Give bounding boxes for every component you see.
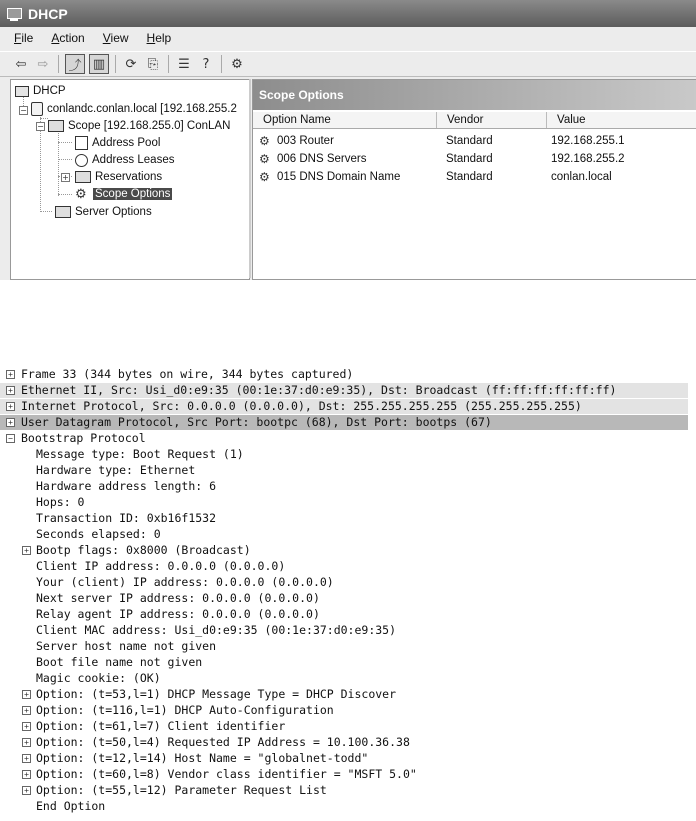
tree-node-reservations[interactable]: Reservations — [75, 169, 162, 185]
expand-icon[interactable]: + — [6, 370, 15, 379]
expand-icon[interactable]: + — [22, 770, 31, 779]
packet-tree-line[interactable] — [0, 415, 688, 430]
packet-line-text: Option: (t=60,l=8) Vendor class identifier = "MSFT 5.0" — [36, 767, 417, 781]
properties-icon[interactable]: ☰ — [178, 56, 190, 72]
up-folder-icon[interactable]: ⤴ — [65, 54, 85, 74]
option-gear-icon: ⚙ — [259, 170, 270, 184]
packet-line-text: End Option — [36, 799, 106, 813]
packet-line-text: Client MAC address: Usi_d0:e9:35 (00:1e:37:d0:e9:35) — [36, 623, 397, 637]
packet-tree-line[interactable] — [0, 559, 688, 574]
packet-tree-line[interactable] — [0, 463, 688, 478]
dhcp-window — [0, 0, 696, 280]
packet-tree-line[interactable] — [0, 719, 688, 734]
column-vendor[interactable]: Vendor — [437, 112, 547, 128]
packet-line-text: Hardware address length: 6 — [36, 479, 217, 493]
packet-tree-line[interactable] — [0, 607, 688, 622]
packet-tree-line[interactable] — [0, 687, 688, 702]
packet-line-text: Option: (t=50,l=4) Requested IP Address = 10.100.36.38 — [36, 735, 410, 749]
packet-tree-line[interactable] — [0, 655, 688, 670]
packet-tree-line[interactable] — [0, 639, 688, 654]
packet-tree-line[interactable] — [0, 431, 688, 446]
packet-tree-line[interactable] — [0, 543, 688, 558]
expand-icon[interactable]: + — [22, 722, 31, 731]
packet-line-text: Option: (t=61,l=7) Client identifier — [36, 719, 286, 733]
packet-line-text: User Datagram Protocol, Src Port: bootpc (68), Dst Port: bootps (67) — [21, 415, 492, 429]
expand-icon[interactable]: + — [22, 690, 31, 699]
column-option-name[interactable]: Option Name — [253, 112, 437, 128]
packet-line-text: Frame 33 (344 bytes on wire, 344 bytes captured) — [21, 367, 354, 381]
packet-line-text: Option: (t=116,l=1) DHCP Auto-Configuration — [36, 703, 334, 717]
folder-icon — [48, 120, 64, 132]
packet-line-text: Transaction ID: 0xb16f1532 — [36, 511, 217, 525]
expand-icon[interactable]: + — [22, 738, 31, 747]
packet-tree-line[interactable] — [0, 495, 688, 510]
packet-line-text: Relay agent IP address: 0.0.0.0 (0.0.0.0) — [36, 607, 320, 621]
collapse-icon[interactable]: − — [20, 106, 27, 115]
packet-tree-line[interactable] — [0, 511, 688, 526]
packet-tree-line[interactable] — [0, 623, 688, 638]
help-icon[interactable]: ? — [202, 56, 210, 72]
packet-line-text: Ethernet II, Src: Usi_d0:e9:35 (00:1e:37:d0:e9:35), Dst: Broadcast (ff:ff:ff:ff:ff:ff) — [21, 383, 617, 397]
packet-line-text: Boot file name not given — [36, 655, 203, 669]
details-pane — [252, 79, 696, 280]
title-bar — [0, 0, 696, 27]
packet-line-text: Seconds elapsed: 0 — [36, 527, 161, 541]
expand-icon[interactable]: + — [6, 386, 15, 395]
export-list-icon[interactable]: ⎘ — [147, 56, 159, 72]
packet-line-text: Your (client) IP address: 0.0.0.0 (0.0.0.0) — [36, 575, 334, 589]
packet-line-text: Hardware type: Ethernet — [36, 463, 196, 477]
folder-icon — [55, 206, 71, 218]
packet-tree-line[interactable] — [0, 527, 688, 542]
column-headers — [253, 112, 696, 129]
tree-node-scope-options[interactable]: ⚙ Scope Options — [75, 186, 171, 201]
tree-node-scope[interactable]: Scope [192.168.255.0] ConLAN — [48, 118, 230, 134]
expand-icon[interactable]: + — [62, 173, 69, 182]
expand-icon[interactable]: + — [22, 546, 31, 555]
console-tree — [10, 79, 250, 280]
gear-options-icon[interactable]: ⚙ — [231, 56, 243, 72]
pane-splitter[interactable] — [249, 79, 251, 278]
expand-icon[interactable]: + — [22, 754, 31, 763]
packet-tree-line[interactable] — [0, 767, 688, 782]
packet-tree-line[interactable] — [0, 575, 688, 590]
option-row[interactable]: ⚙ 003 Router Standard 192.168.255.1 — [259, 134, 625, 148]
column-value[interactable]: Value — [557, 114, 586, 126]
expand-icon[interactable]: + — [6, 402, 15, 411]
packet-tree-line[interactable] — [0, 783, 688, 798]
packet-line-text: Server host name not given — [36, 639, 217, 653]
packet-line-text: Bootstrap Protocol — [21, 431, 146, 445]
tree-node-dhcp[interactable]: DHCP — [15, 83, 66, 99]
packet-line-text: Message type: Boot Request (1) — [36, 447, 244, 461]
expand-icon[interactable]: + — [22, 786, 31, 795]
dhcp-app-icon — [6, 6, 24, 22]
packet-line-text: Option: (t=55,l=12) Parameter Request List — [36, 783, 327, 797]
toolbar — [0, 51, 696, 77]
collapse-icon[interactable]: − — [37, 122, 44, 131]
packet-line-text: Client IP address: 0.0.0.0 (0.0.0.0) — [36, 559, 286, 573]
packet-tree-line[interactable] — [0, 367, 688, 382]
option-gear-icon: ⚙ — [259, 134, 270, 148]
packet-tree-line[interactable] — [0, 447, 688, 462]
tree-node-address-pool[interactable]: Address Pool — [75, 135, 160, 151]
packet-line-text: Next server IP address: 0.0.0.0 (0.0.0.0) — [36, 591, 320, 605]
packet-line-text: Bootp flags: 0x8000 (Broadcast) — [36, 543, 251, 557]
pane-header: Scope Options — [253, 80, 696, 110]
address-leases-icon — [75, 154, 88, 167]
menu-view[interactable]: View — [102, 31, 129, 45]
folder-icon — [75, 171, 91, 183]
menu-bar — [0, 29, 175, 47]
packet-details-pane — [0, 366, 696, 821]
window-title: DHCP — [28, 5, 68, 22]
tree-node-server[interactable]: conlandc.conlan.local [192.168.255.2 — [31, 101, 237, 117]
show-hide-tree-icon[interactable]: ▥ — [89, 54, 109, 74]
collapse-icon[interactable]: − — [6, 434, 15, 443]
packet-line-text: Internet Protocol, Src: 0.0.0.0 (0.0.0.0), Dst: 255.255.255.255 (255.255.255.255) — [21, 399, 582, 413]
packet-line-text: Hops: 0 — [36, 495, 85, 509]
refresh-icon[interactable]: ⟳ — [125, 56, 137, 72]
packet-tree-line[interactable] — [0, 735, 688, 750]
menu-help[interactable]: Help — [146, 31, 172, 45]
tree-node-server-options[interactable]: Server Options — [55, 204, 152, 220]
menu-file[interactable]: File — [14, 31, 34, 45]
packet-line-text: Magic cookie: (OK) — [36, 671, 161, 685]
forward-arrow-icon[interactable]: ⇨ — [37, 56, 49, 72]
packet-tree-line[interactable] — [0, 591, 688, 606]
back-arrow-icon[interactable]: ⇦ — [15, 56, 27, 72]
dhcp-monitor-icon — [15, 86, 29, 97]
option-row[interactable]: ⚙ 006 DNS Servers Standard 192.168.255.2 — [259, 152, 625, 166]
address-pool-icon — [75, 136, 88, 150]
option-row[interactable]: ⚙ 015 DNS Domain Name Standard conlan.local — [259, 170, 612, 184]
expand-icon[interactable]: + — [22, 706, 31, 715]
packet-tree-line[interactable] — [0, 799, 688, 814]
packet-tree-line[interactable] — [0, 751, 688, 766]
packet-tree-line[interactable] — [0, 703, 688, 718]
expand-icon[interactable]: + — [6, 418, 15, 427]
packet-tree-line[interactable] — [0, 671, 688, 686]
scope-options-gear-icon: ⚙ — [75, 186, 87, 201]
packet-line-text: Option: (t=53,l=1) DHCP Message Type = DHCP Discover — [36, 687, 397, 701]
packet-tree-line[interactable] — [0, 383, 688, 398]
option-gear-icon: ⚙ — [259, 152, 270, 166]
packet-line-text: Option: (t=12,l=14) Host Name = "globalnet-todd" — [36, 751, 369, 765]
packet-tree-line[interactable] — [0, 479, 688, 494]
menu-action[interactable]: Action — [51, 31, 85, 45]
server-icon — [31, 102, 43, 116]
tree-node-address-leases[interactable]: Address Leases — [75, 152, 174, 168]
packet-tree-line[interactable] — [0, 399, 688, 414]
